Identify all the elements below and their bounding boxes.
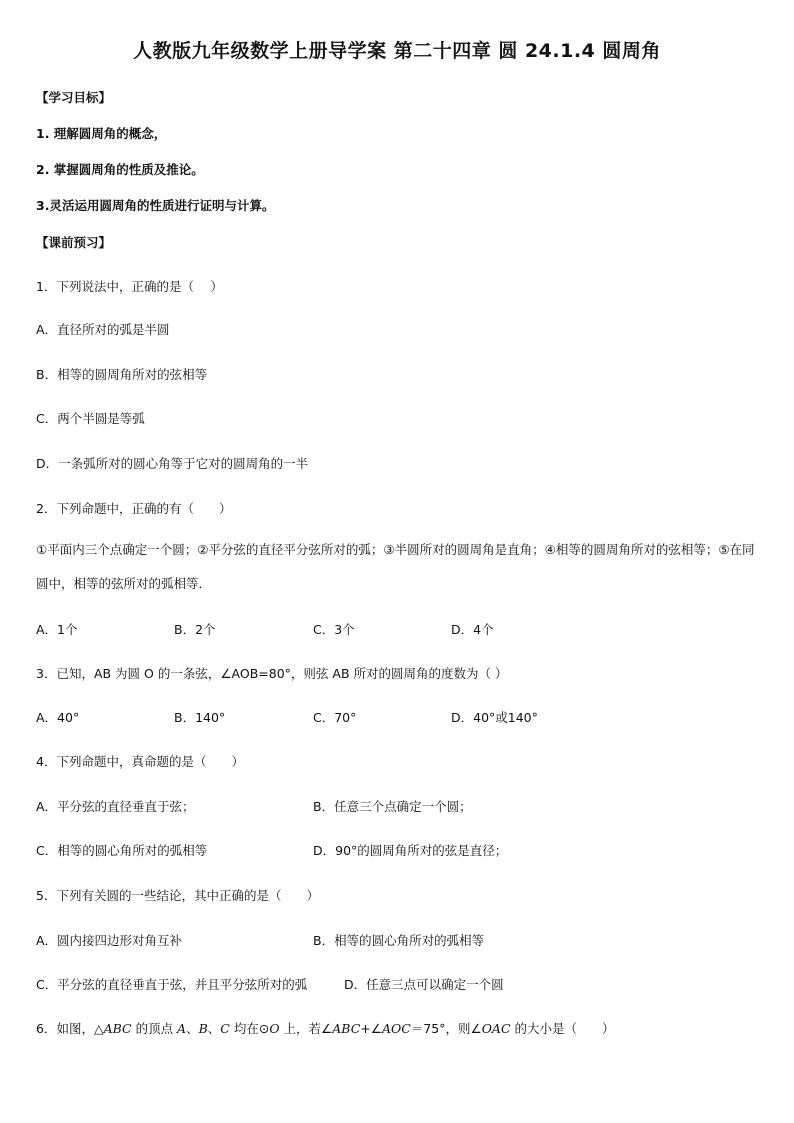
question-5-options-row2 bbox=[36, 975, 756, 995]
question-6-text: ＝75°，则∠ bbox=[410, 1021, 482, 1036]
circle-center-label: O bbox=[269, 1021, 280, 1036]
question-6-text: 6．如图，△ bbox=[36, 1021, 104, 1036]
question-5-option-c: C．平分弦的直径垂直于弦，并且平分弦所对的弧 bbox=[36, 977, 308, 992]
question-2-options bbox=[36, 620, 756, 640]
question-3-option-d: D．40°或140° bbox=[451, 710, 538, 725]
objectives-header: 【学习目标】 bbox=[36, 90, 112, 105]
question-3-option-c: C．70° bbox=[313, 710, 357, 725]
question-3-option-b: B．140° bbox=[174, 710, 226, 725]
question-5-stem: 5．下列有关圆的一些结论，其中正确的是（ ） bbox=[36, 888, 319, 903]
question-4-options-row2 bbox=[36, 841, 756, 861]
question-1-option-b: B．相等的圆周角所对的弦相等 bbox=[36, 367, 208, 382]
question-4-stem: 4．下列命题中，真命题的是（ ） bbox=[36, 754, 244, 769]
question-6-text: 均在⊙ bbox=[229, 1021, 270, 1036]
question-4-option-b: B．任意三个点确定一个圆； bbox=[313, 799, 472, 814]
triangle-label: ABC bbox=[103, 1021, 132, 1036]
question-6-text: +∠ bbox=[360, 1021, 382, 1036]
angle-label: ABC bbox=[332, 1021, 361, 1036]
question-2-option-b: B．2个 bbox=[174, 622, 216, 637]
question-5-option-b: B．相等的圆心角所对的弧相等 bbox=[313, 933, 485, 948]
question-1-option-c: C．两个半圆是等弧 bbox=[36, 411, 145, 426]
preview-header: 【课前预习】 bbox=[36, 235, 112, 250]
objective-item: 3.灵活运用圆周角的性质进行证明与计算。 bbox=[36, 198, 275, 213]
angle-label: AOC bbox=[381, 1021, 411, 1036]
question-6-text: 的顶点 bbox=[131, 1021, 178, 1036]
point-label: B bbox=[198, 1021, 208, 1036]
question-6-text: 、 bbox=[207, 1021, 221, 1036]
question-2-body: ①平面内三个点确定一个圆；②平分弦的直径平分弦所对的弧；③半圆所对的圆周角是直角；④相等的圆周角所对的弦相等；⑤在同圆中，相等的弦所对的弧相等． bbox=[36, 542, 755, 591]
question-2-option-d: D．4个 bbox=[451, 622, 494, 637]
question-3-options bbox=[36, 708, 756, 728]
question-4-option-c: C．相等的圆心角所对的弧相等 bbox=[36, 843, 208, 858]
point-label: A bbox=[177, 1021, 187, 1036]
question-4-option-a: A．平分弦的直径垂直于弦； bbox=[36, 799, 195, 814]
question-5-option-a: A．圆内接四边形对角互补 bbox=[36, 933, 183, 948]
question-6-text: 上，若∠ bbox=[279, 1021, 333, 1036]
question-6-text: 的大小是（ ） bbox=[510, 1021, 615, 1036]
question-6-text: 、 bbox=[186, 1021, 199, 1036]
question-4-option-d: D．90°的圆周角所对的弦是直径； bbox=[313, 843, 508, 858]
angle-label: OAC bbox=[481, 1021, 511, 1036]
point-label: C bbox=[220, 1021, 230, 1036]
question-2-option-c: C．3个 bbox=[313, 622, 355, 637]
document-title: 人教版九年级数学上册导学案 第二十四章 圆 24.1.4 圆周角 bbox=[133, 40, 661, 62]
question-1-option-a: A．直径所对的弧是半圆 bbox=[36, 322, 170, 337]
question-1-stem: 1．下列说法中，正确的是（ ） bbox=[36, 279, 223, 294]
question-5-option-d: D．任意三点可以确定一个圆 bbox=[344, 977, 504, 992]
objective-item: 2. 掌握圆周角的性质及推论。 bbox=[36, 162, 204, 177]
question-1-option-d: D．一条弧所对的圆心角等于它对的圆周角的一半 bbox=[36, 456, 309, 471]
objective-item: 1. 理解圆周角的概念， bbox=[36, 126, 167, 141]
question-5-options-row1 bbox=[36, 931, 756, 951]
question-3-stem: 3．已知，AB 为圆 O 的一条弦，∠AOB=80°，则弦 AB 所对的圆周角的度数为（ ） bbox=[36, 666, 508, 681]
question-3-option-a: A．40° bbox=[36, 710, 80, 725]
question-6-stem bbox=[36, 1019, 615, 1037]
question-2-option-a: A．1个 bbox=[36, 622, 78, 637]
question-2-stem: 2．下列命题中，正确的有（ ） bbox=[36, 501, 232, 516]
question-4-options-row1 bbox=[36, 797, 756, 817]
